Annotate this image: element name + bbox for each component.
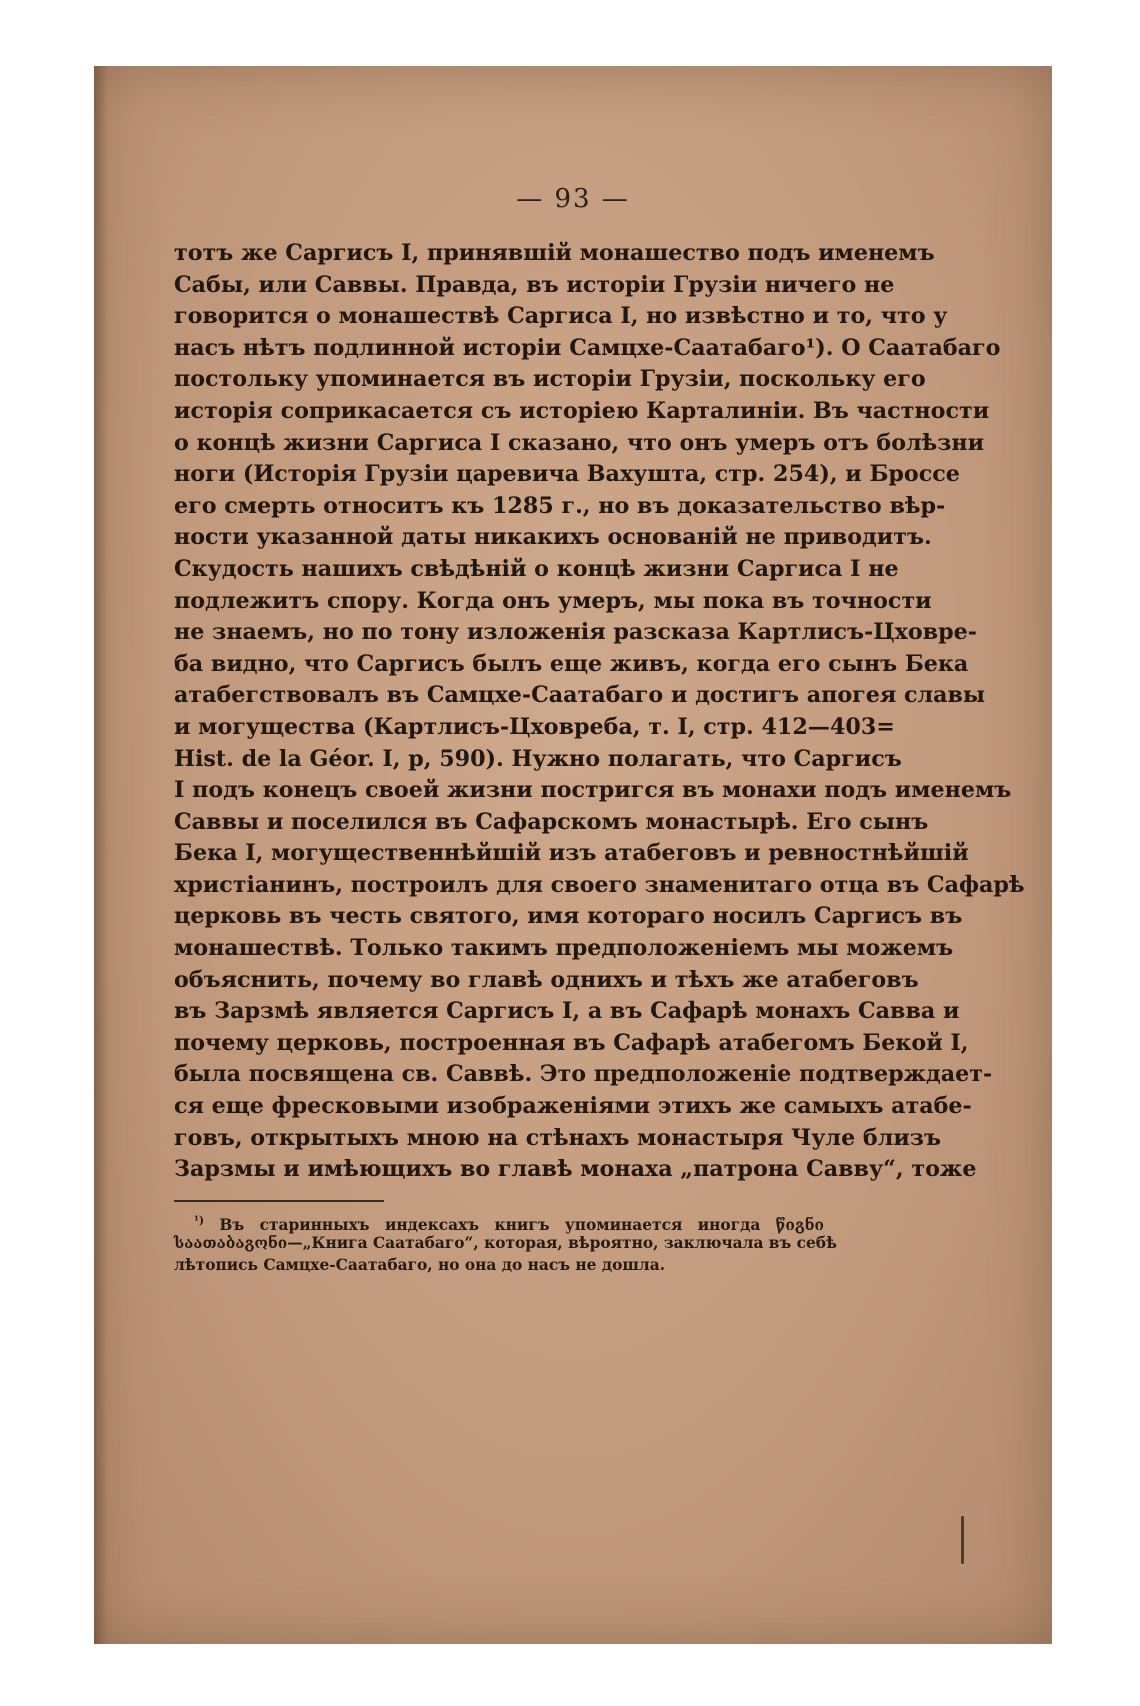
- text-line: и могущества (Картлисъ-Цховреба, т. I, стр. 412—403=: [174, 713, 895, 740]
- footnote-divider: [174, 1200, 384, 1202]
- text-line: въ Зарзмѣ является Саргисъ I, а въ Сафарѣ монахъ Савва и: [174, 998, 960, 1025]
- text-line: Скудость нашихъ свѣдѣній о концѣ жизни Саргиса I не: [174, 555, 899, 582]
- text-line: ся еще фресковыми изображеніями этихъ же самыхъ атабе-: [174, 1093, 972, 1120]
- text-line: монашествѣ. Только такимъ предположеніемъ мы можемъ: [174, 935, 954, 962]
- footnote-line: лѣтопись Самцхе-Саатабаго, но она до насъ не дошла.: [174, 1256, 666, 1274]
- text-line: ности указанной даты никакихъ основаній не приводитъ.: [174, 524, 932, 551]
- footnote-line: საათაბაგონი—„Книга Саатабаго“, которая, вѣроятно, заключала въ себѣ: [174, 1234, 837, 1252]
- footnote-line: [174, 1210, 824, 1235]
- text-line: ба видно, что Саргисъ былъ еще живъ, когда его сынъ Бека: [174, 650, 969, 677]
- footnote-mark: ¹): [194, 1214, 205, 1227]
- text-line: христіанинъ, построилъ для своего знаменитаго отца въ Сафарѣ: [174, 871, 1025, 898]
- scanned-page: [94, 66, 1052, 1644]
- text-line: насъ нѣтъ подлинной исторіи Самцхе-Саатабаго¹). О Саатабаго: [174, 334, 1001, 361]
- text-line: говъ, открытыхъ мною на стѣнахъ монастыря Чуле близъ: [174, 1124, 941, 1151]
- text-line: атабегствовалъ въ Самцхе-Саатабаго и достигъ апогея славы: [174, 682, 986, 709]
- text-line: Сабы, или Саввы. Правда, въ исторіи Грузіи ничего не: [174, 271, 895, 298]
- text-line: Саввы и поселился въ Сафарскомъ монастырѣ. Его сынъ: [174, 808, 929, 835]
- text-line: исторія соприкасается съ исторіею Карталиніи. Въ частности: [174, 397, 990, 424]
- page-shadow-edge: [94, 66, 108, 1644]
- text-line: церковь въ честь святого, имя котораго носилъ Саргисъ въ: [174, 903, 963, 930]
- text-line: почему церковь, построенная въ Сафарѣ атабегомъ Бекой I,: [174, 1029, 969, 1056]
- text-line: Hist. de la Géor. I, p, 590). Нужно полагать, что Саргисъ: [174, 745, 902, 772]
- binding-mark: [961, 1516, 964, 1564]
- text-line: подлежитъ спору. Когда онъ умеръ, мы пока въ точности: [174, 587, 932, 614]
- text-line: была посвящена св. Саввѣ. Это предположеніе подтверждает-: [174, 1061, 993, 1088]
- text-line: Зарзмы и имѣющихъ во главѣ монаха „патрона Савву“, тоже: [174, 1156, 977, 1183]
- footnote-line-text: Въ старинныхъ индексахъ книгъ упоминается иногда წიგნი: [219, 1216, 824, 1235]
- page-number: — 93 —: [516, 184, 630, 214]
- text-line: тотъ же Саргисъ I, принявшій монашество подъ именемъ: [174, 240, 935, 266]
- text-line: Бека I, могущественнѣйшій изъ атабеговъ и ревностнѣйшій: [174, 840, 969, 867]
- footnote: [174, 1210, 837, 1276]
- text-line: не знаемъ, но по тону изложенія разсказа Картлисъ-Цховре-: [174, 619, 977, 646]
- text-line: говорится о монашествѣ Саргиса I, но извѣстно и то, что у: [174, 303, 948, 330]
- body-text: [174, 238, 1025, 1186]
- text-line: I подъ конецъ своей жизни постригся въ монахи подъ именемъ: [174, 777, 1012, 804]
- text-line: о концѣ жизни Саргиса I сказано, что онъ умеръ отъ болѣзни: [174, 429, 985, 456]
- text-line: постольку упоминается въ исторіи Грузіи, поскольку его: [174, 366, 926, 393]
- text-line: его смерть относитъ къ 1285 г., но въ доказательство вѣр-: [174, 492, 946, 519]
- text-line: объяснить, почему во главѣ однихъ и тѣхъ же атабеговъ: [174, 966, 919, 993]
- text-line: ноги (Исторія Грузіи царевича Вахушта, стр. 254), и Броссе: [174, 461, 960, 488]
